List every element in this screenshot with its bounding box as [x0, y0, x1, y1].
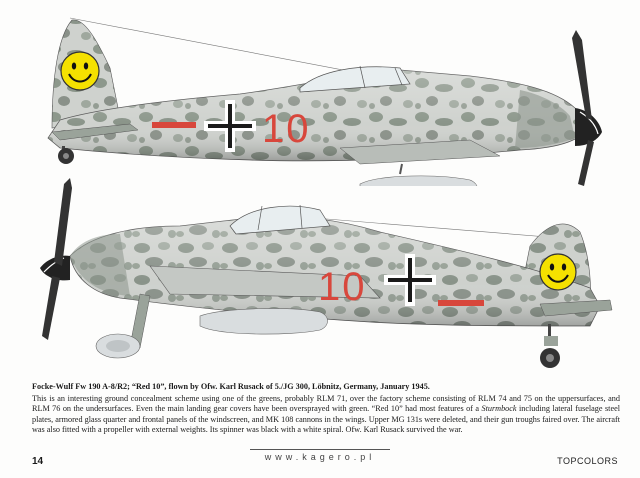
- bottom-aircraft-illustration: [0, 176, 640, 382]
- smiley-face-emblem-bottom: [540, 254, 576, 290]
- footer-divider: [250, 449, 390, 450]
- caption-body-part2: including lateral fuselage steel plates, armored glass quarter and frontal panels of the windscreen, and MK 108 cannons in the wings. Upper MG 131s were deleted, and their gun troughs faired over. The aircraft was also fitted with a propeller with external weights. Its spinner was black with a white spiral. Ofw. Karl Rusack survived the war.: [32, 404, 620, 435]
- top-aircraft-number: 10: [262, 107, 311, 151]
- page-number: 14: [32, 456, 44, 467]
- fuselage-red-stripe-bottom: [438, 300, 484, 306]
- smiley-face-emblem-top: [61, 52, 99, 90]
- page-footer: [0, 446, 640, 474]
- publisher-website: www.kagero.pl: [264, 452, 376, 462]
- caption-emphasis: Sturmbock: [481, 404, 517, 414]
- bottom-aircraft-profile: [0, 176, 640, 382]
- fuselage-red-stripe: [152, 122, 196, 128]
- bottom-aircraft-number: 10: [318, 265, 367, 309]
- top-aircraft-illustration: [0, 8, 640, 186]
- profile-caption: [32, 382, 620, 436]
- caption-title: Focke-Wulf Fw 190 A-8/R2; “Red 10”, flown by Ofw. Karl Rusack of 5./JG 300, Löbnitz, Germany, January 1945.: [32, 382, 430, 391]
- series-name: TOPCOLORS: [557, 456, 618, 466]
- caption-body: [32, 394, 620, 436]
- top-aircraft-profile: [0, 8, 640, 186]
- caption-body-part1: This is an interesting ground concealment scheme using one of the greens, probably RLM 71, over the factory scheme consisting of RLM 74 and 75 on the uppersurfaces, and RLM 76 on the undersurfaces. Even the main landing gear covers have been oversprayed with green. “Red 10” had most features of a: [32, 393, 620, 414]
